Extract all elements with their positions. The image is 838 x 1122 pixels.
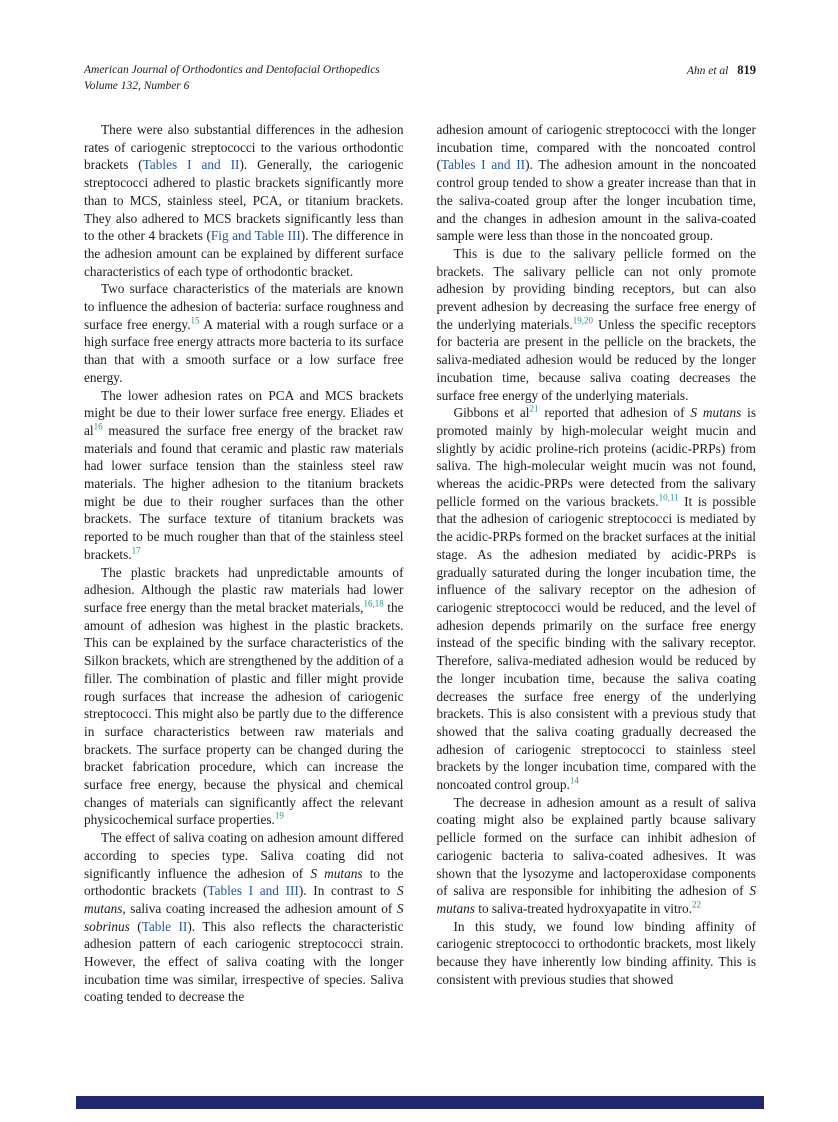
running-head — [687, 62, 756, 80]
table-link[interactable]: Tables I and II — [142, 157, 240, 173]
text-run: The effect of saliva coating on adhesion amount differed according to species type. Saliva coating did not significantly influence the adhesion of — [84, 830, 404, 881]
species-name: S mutans, — [84, 883, 404, 916]
paragraph — [84, 564, 404, 830]
text-run: to saliva-treated hydroxyapatite in vitro. — [474, 900, 693, 916]
paragraph — [84, 829, 404, 1006]
table-link[interactable]: Fig and Table III — [210, 228, 301, 244]
paragraph — [437, 245, 757, 404]
text-run: ( — [129, 918, 142, 934]
text-run: is promoted mainly by high-molecular weight mucin and slightly by acidic proline-rich proteins (acidic-PRPs) from saliva. The high-molecular weight mucin was not found, whereas the acidic-PRPs were detected from the salivary pellicle formed on the various brackets. — [436, 405, 757, 509]
text-run: saliva coating increased the adhesion amount of — [125, 900, 397, 916]
table-link[interactable]: Table II — [141, 918, 188, 934]
page-number: 819 — [737, 63, 756, 77]
text-run: adhesion amount of cariogenic streptococci with the longer incubation time, compared with the noncoated control ( — [436, 122, 756, 173]
reference-citation[interactable]: 16,18 — [363, 598, 384, 609]
reference-citation[interactable]: 21 — [529, 403, 539, 414]
left-column — [84, 121, 404, 1006]
text-run: In this study, we found low binding affinity of cariogenic streptococci to orthodontic brackets, most likely because they have inherently low binding affinity. This is consistent with previous studies that showed — [436, 918, 756, 987]
species-name: S mutans — [310, 865, 363, 881]
paragraph — [437, 121, 757, 245]
running-head-authors: Ahn et al — [686, 65, 729, 77]
text-run: The decrease in adhesion amount as a result of saliva coating might also be explained partly bcause salivary pellicle formed on the surface can inhibit adhesion of cariogenic bacteria to saliva-coated adhesives. It was shown that the lysozyme and lactoperoxidase components of saliva are responsible for inhibiting the adhesion of — [436, 794, 756, 899]
text-run: ). In contrast to — [298, 883, 397, 899]
text-run: The lower adhesion rates on PCA and MCS brackets might be due to their lower surface free energy. Eliades et al — [84, 387, 404, 438]
reference-citation[interactable]: 14 — [569, 775, 579, 786]
text-run: Two surface characteristics of the materials are known to influence the adhesion of bacteria: surface roughness and surface free energy. — [84, 281, 404, 332]
text-run: Gibbons et al — [453, 405, 530, 421]
reference-citation[interactable]: 17 — [131, 545, 141, 556]
text-run: There were also substantial differences in the adhesion rates of cariogenic streptococci to the various orthodontic brackets ( — [84, 122, 404, 173]
text-run: It is possible that the adhesion of cariogenic streptococci is mediated by the acidic-PRPs formed on the bracket surfaces at the initial stage. As the adhesion mediated by acidic-PRPs is gradually saturated during the longer incubation time, the influence of the salivary receptor on the adhesion of cariogenic streptococci would be reduced, and the level of adhesion depends primarily on the surface free energy instead of the specific binding with the salivary receptor. Therefore, saliva-mediated adhesion would be reduced by the longer incubation time, because the saliva coating decreases the surface free energy of the underlying brackets. This is also consistent with a previous study that showed that the saliva coating gradually decreased the adhesion of cariogenic streptococci to stainless steel brackets by the longer incubation time, compared with the noncoated control group. — [436, 493, 756, 793]
text-run: the amount of adhesion was highest in the plastic brackets. This can be explained by the surface characteristics of the Silkon brackets, which are strengthened by the addition of a filler. The combination of plastic and filler might provide rough surfaces that increase the adhesion of cariogenic streptococci. This might also be partly due to the difference in surface characteristics between raw materials and brackets. The surface property can be changed during the bracket fabrication procedure, which can increase the surface free energy, because the physical and chemical changes of materials can significantly affect the relevant physicochemical surface properties. — [84, 599, 404, 828]
species-name: S mutans — [436, 883, 756, 916]
journal-title: American Journal of Orthodontics and Dentofacial Orthopedics — [84, 64, 380, 76]
species-name: S mutans — [690, 405, 742, 421]
reference-citation[interactable]: 22 — [692, 899, 702, 910]
reference-citation[interactable]: 19,20 — [572, 315, 593, 326]
reference-citation[interactable]: 16 — [93, 421, 103, 432]
paragraph — [84, 280, 404, 386]
paragraph — [84, 121, 404, 280]
table-link[interactable]: Tables I and II — [440, 157, 526, 173]
paragraph — [437, 404, 757, 793]
article-body — [84, 121, 756, 1006]
text-run: The plastic brackets had unpredictable amounts of adhesion. Although the plastic raw materials had lower surface free energy than the metal bracket materials, — [84, 564, 404, 615]
reference-citation[interactable]: 19 — [274, 811, 284, 821]
issue-info: Volume 132, Number 6 — [84, 80, 190, 93]
text-run: reported that adhesion of — [538, 405, 691, 421]
reference-citation[interactable]: 10,11 — [658, 492, 679, 503]
text-run: Unless the specific receptors for bacteria are present in the pellicle on the brackets, the saliva-mediated adhesion would be reduced by the longer incubation time, because saliva coating decreases the surface free energy of the underlying materials. — [436, 316, 756, 403]
text-run: ). The difference in the adhesion amount can be explained by different surface characteristics of each type of orthodontic bracket. — [84, 228, 404, 279]
paragraph — [437, 794, 757, 918]
text-run: This is due to the salivary pellicle formed on the brackets. The salivary pellicle can not only promote adhesion by providing binding receptors, but can also prevent adhesion by decreasing the surface free energy of the underlying materials. — [436, 245, 756, 332]
text-run: ). This also reflects the characteristic adhesion pattern of each cariogenic streptococci strain. However, the effect of saliva coating with the longer incubation time was similar, irrespective of species. Saliva coating tended to decrease the — [84, 918, 404, 1005]
text-run: to the orthodontic brackets ( — [84, 865, 404, 899]
text-run: ). Generally, the cariogenic streptococci adhered to plastic brackets significantly more than to MCS, stainless steel, PCA, or titanium brackets. They also adhered to MCS brackets significantly less than to the other 4 brackets ( — [84, 157, 404, 244]
right-column — [437, 121, 757, 1006]
text-run: measured the surface free energy of the bracket raw materials and found that ceramic and plastic raw materials had lower surface tension than the stainless steel raw materials. The higher adhesion to the titanium brackets might be due to their rougher surfaces than the other brackets. The surface texture of titanium brackets was reported to be much rougher than that of the stainless steel brackets. — [84, 422, 404, 562]
text-run: A material with a rough surface or a high surface free energy attracts more bacteria to its surface than that with a smooth surface or a low surface free energy. — [84, 316, 404, 385]
reference-citation[interactable]: 15 — [190, 315, 200, 326]
paragraph — [84, 387, 404, 564]
journal-info — [84, 62, 380, 94]
text-run: ). The adhesion amount in the noncoated control group tended to show a greater increase than that in the saliva-coated group after the longer incubation time, and the changes in adhesion amount in the saliva-coated sample were less than those in the noncoated group. — [436, 157, 756, 244]
table-link[interactable]: Tables I and III — [207, 883, 299, 899]
page-header — [84, 62, 756, 94]
footer-bar — [76, 1096, 764, 1109]
species-name: S sobrinus — [84, 900, 404, 934]
paragraph — [437, 918, 757, 989]
